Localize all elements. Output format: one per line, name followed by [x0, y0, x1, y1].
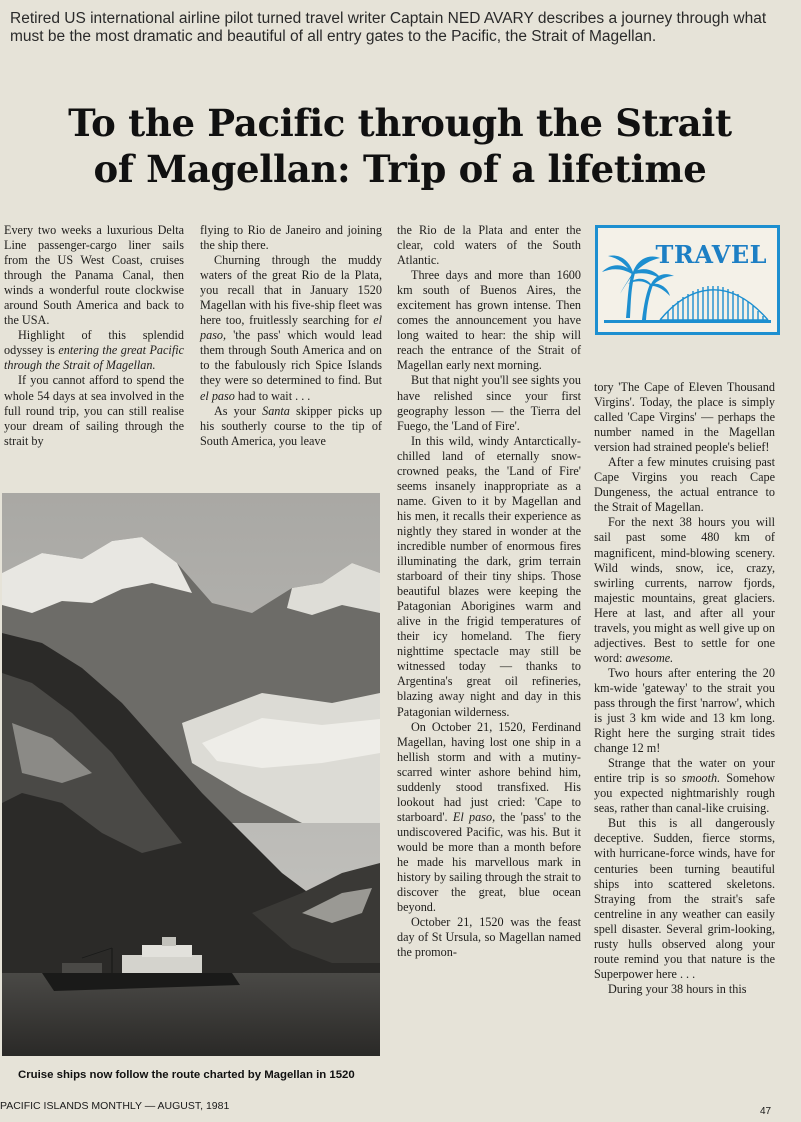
text-run: had to wait . . . [234, 388, 311, 403]
photo-caption: Cruise ships now follow the route charted by Magellan in 1520 [18, 1069, 355, 1081]
text-run: Highlight of this splendid odyssey is [4, 328, 184, 358]
paragraph [594, 515, 775, 665]
article-column-4 [594, 380, 775, 997]
article-headline [20, 100, 780, 192]
paragraph [594, 756, 775, 816]
emphasis-text: el paso, [200, 313, 382, 343]
travel-section-badge [595, 225, 780, 335]
emphasis-text: awesome. [625, 650, 674, 665]
article-column-2 [200, 223, 382, 449]
emphasis-text: El paso, [452, 809, 496, 824]
publication-footer: PACIFIC ISLANDS MONTHLY — AUGUST, 1981 [0, 1100, 230, 1112]
paragraph: flying to Rio de Janeiro and joining the ship there. [200, 223, 382, 253]
article-column-3 [397, 223, 581, 960]
intro-standfirst: Retired US international airline pilot turned travel writer Captain NED AVARY describes a journey through what must be the most dramatic and beautiful of all entry gates to the Pacific, the Strait of Magellan. [10, 10, 767, 45]
paragraph: After a few minutes cruising past Cape Virgins you reach Cape Dungeness, the actual entrance to the Strait of Magellan. [594, 455, 775, 515]
headline-line-2: of Magellan: Trip of a lifetime [93, 147, 707, 191]
paragraph [200, 253, 382, 403]
paragraph: Every two weeks a luxurious Delta Line passenger-cargo liner sails from the US West Coast, cruises through the Panama Canal, then winds a wonderful route clockwise around South America and back to the USA. [4, 223, 184, 328]
paragraph [200, 404, 382, 449]
emphasis-text: Santa [262, 403, 290, 418]
emphasis-text: el paso [200, 388, 235, 403]
paragraph: October 21, 1520 was the feast day of St Ursula, so Magellan named the promon- [397, 915, 581, 960]
paragraph: In this wild, windy Antarctically-chilled land of eternally snow-crowned peaks, the 'Land of Fire' seems insanely inappropriate as a name. Given to it by Magellan and his men, it recalls their experience as nightly they stared in wonder at the incredible number of enormous fires illuminating the dark, grim terrain starboard of their tiny ships. Those beautiful blazes were keeping the Patagonian Aborigines warm and alive in the frigid temperatures of their icy homeland. The fiery nighttime spectacle may still be witnessed today — thanks to Argentina's great oil refineries, blazing away night and day in this Patagonian wilderness. [397, 433, 581, 719]
text-run: skipper picks up his southerly course to the tip of South America, you leave [200, 403, 382, 448]
paragraph: During your 38 hours in this [608, 981, 747, 996]
text-run: On October 21, 1520, Ferdinand Magellan, having lost one ship in a hellish storm and with a mutiny-scarred winter ashore behind him, suddenly stood transfixed. His lookout had just cried: 'Cape to starboard'. [397, 719, 581, 824]
headline-line-1: To the Pacific through the Strait [68, 101, 732, 145]
text-run: the 'pass' to the undiscovered Pacific, was his. But it would be more than a month before he made his marvellous mark in history by sailing through the strait to discover the great, blue ocean beyond. [397, 809, 582, 915]
paragraph: If you cannot afford to spend the whole 54 days at sea involved in the full round trip, you can still realise your dream of sailing through the strait by [4, 373, 184, 448]
cruise-ship-photo [2, 493, 380, 1056]
paragraph: But that night you'll see sights you have relished since your first geography lesson — the Tierra del Fuego, the 'Land of Fire'. [397, 373, 581, 433]
article-column-1 [4, 223, 184, 449]
paragraph: Three days and more than 1600 km south of Buenos Aires, the excitement has grown intense. Then comes the announcement you have long waited to hear: the ship will reach the entrance of the Strait of Magellan early next morning. [397, 268, 581, 373]
emphasis-text: smooth. [681, 771, 721, 786]
text-run: Somehow you expected nightmarishly rough seas, rather than canal-like cruising. [594, 771, 776, 816]
paragraph: tory 'The Cape of Eleven Thousand Virgins'. Today, the place is simply called 'Cape Virgins' — perhaps the number named in the Magellan version had strained people's belief! [594, 380, 775, 455]
badge-label: TRAVEL [655, 240, 767, 269]
paragraph [4, 328, 184, 373]
text-run: Strange that the water on your entire trip is so [594, 756, 775, 786]
text-run: Churning through the muddy waters of the great Rio de la Plata, you recall that in January 1520 Magellan with his five-ship fleet was here too, fruitlessly searching for [200, 253, 382, 328]
text-run: For the next 38 hours you will sail past some 480 km of magnificent, mind-blowing scenery. Wild winds, snow, ice, crazy, swirling currents, narrow fjords, majestic mountains, great glaciers. Here at last, and after all your travels, you might as well give up on adjectives. Best to settle for one word: [594, 515, 775, 665]
paragraph: But this is all dangerously deceptive. Sudden, fierce storms, with hurricane-force winds, have for centuries been turning beautiful ships into scattered skeletons. Straying from the strait's safe centreline in any weather can easily spell disaster. Several grim-looking, rusty hulls observed along your route remind you that nature is the Superpower here . . . [594, 816, 775, 981]
emphasis-text: entering the great Pacific through the Strait of Magellan. [4, 343, 184, 373]
paragraph: Two hours after entering the 20 km-wide 'gateway' to the strait you pass through the first 'narrow', which is just 3 km wide and 13 km long. Right here the surging strait tides change 12 m! [594, 665, 775, 756]
page-number: 47 [760, 1106, 772, 1117]
paragraph [397, 720, 581, 916]
text-run: As your [214, 403, 263, 418]
text-run: 'the pass' which would lead them through South America and on to the fabulously rich Spice Islands they were so determined to find. But [200, 328, 382, 388]
paragraph: the Rio de la Plata and enter the clear, cold waters of the South Atlantic. [397, 223, 581, 268]
